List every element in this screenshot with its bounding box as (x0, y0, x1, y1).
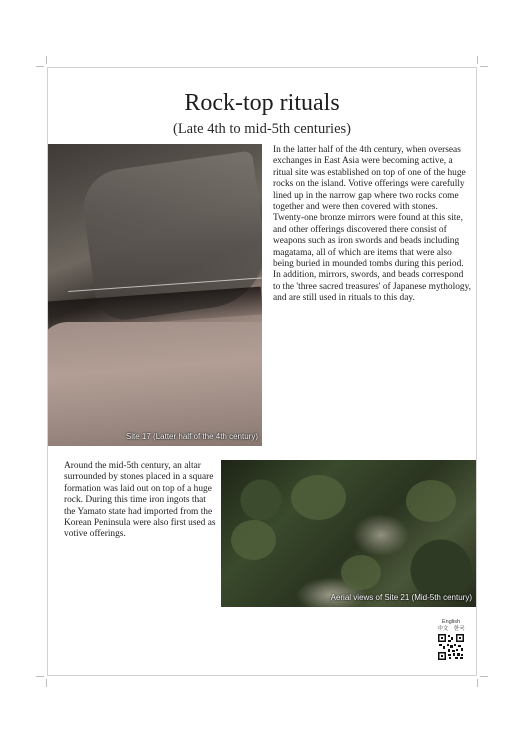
lower-rock-shape (48, 322, 262, 446)
qr-code-icon[interactable] (438, 634, 464, 660)
crop-mark (36, 676, 44, 677)
language-selector[interactable] (436, 619, 466, 633)
paragraph-mid-5th-century: Around the mid-5th century, an altar surrounded by stones placed in a square formation was laid out on top of a huge rock. During this time iron ingots that the Yamato state had imported from the Korean Peninsula were also first used as votive offerings. (64, 461, 216, 540)
site-17-photo (48, 144, 262, 446)
crop-mark (477, 56, 478, 64)
crop-mark (46, 56, 47, 64)
site-21-caption: Aerial views of Site 21 (Mid-5th century) (330, 593, 472, 602)
crop-mark (477, 679, 478, 687)
site-17-caption: Site 17 (Latter half of the 4th century) (125, 432, 258, 441)
qr-code-graphic (438, 634, 464, 660)
tree-canopy (341, 555, 381, 590)
tree-canopy (231, 520, 276, 560)
page-subtitle: (Late 4th to mid-5th centuries) (173, 121, 351, 137)
crop-mark (36, 66, 44, 67)
crop-mark (480, 676, 488, 677)
page-title: Rock-top rituals (184, 90, 340, 116)
crop-mark (46, 679, 47, 687)
language-english[interactable]: English (441, 619, 461, 625)
crop-mark (480, 66, 488, 67)
site-21-aerial-photo (221, 460, 476, 607)
paragraph-late-4th-century: In the latter half of the 4th century, when overseas exchanges in East Asia were becoming active, a ritual site was established on top of one of the huge rocks on the island. Votive offerings were carefully lined up in the narrow gap where two rocks come together and were then covered with stones. Twenty-one bronze mirrors were found at this site, and other offerings discovered there consist of weapons such as iron swords and beads including magatama, all of which are items that were also being buried in mounded tombs during this period. In addition, mirrors, swords, and beads correspond to the 'three sacred treasures' of Japanese mythology, and are still used in rituals to this day. (273, 145, 472, 304)
tree-canopy (291, 475, 346, 520)
language-other[interactable]: 中文 한국 (437, 626, 465, 632)
tree-canopy (406, 480, 456, 522)
